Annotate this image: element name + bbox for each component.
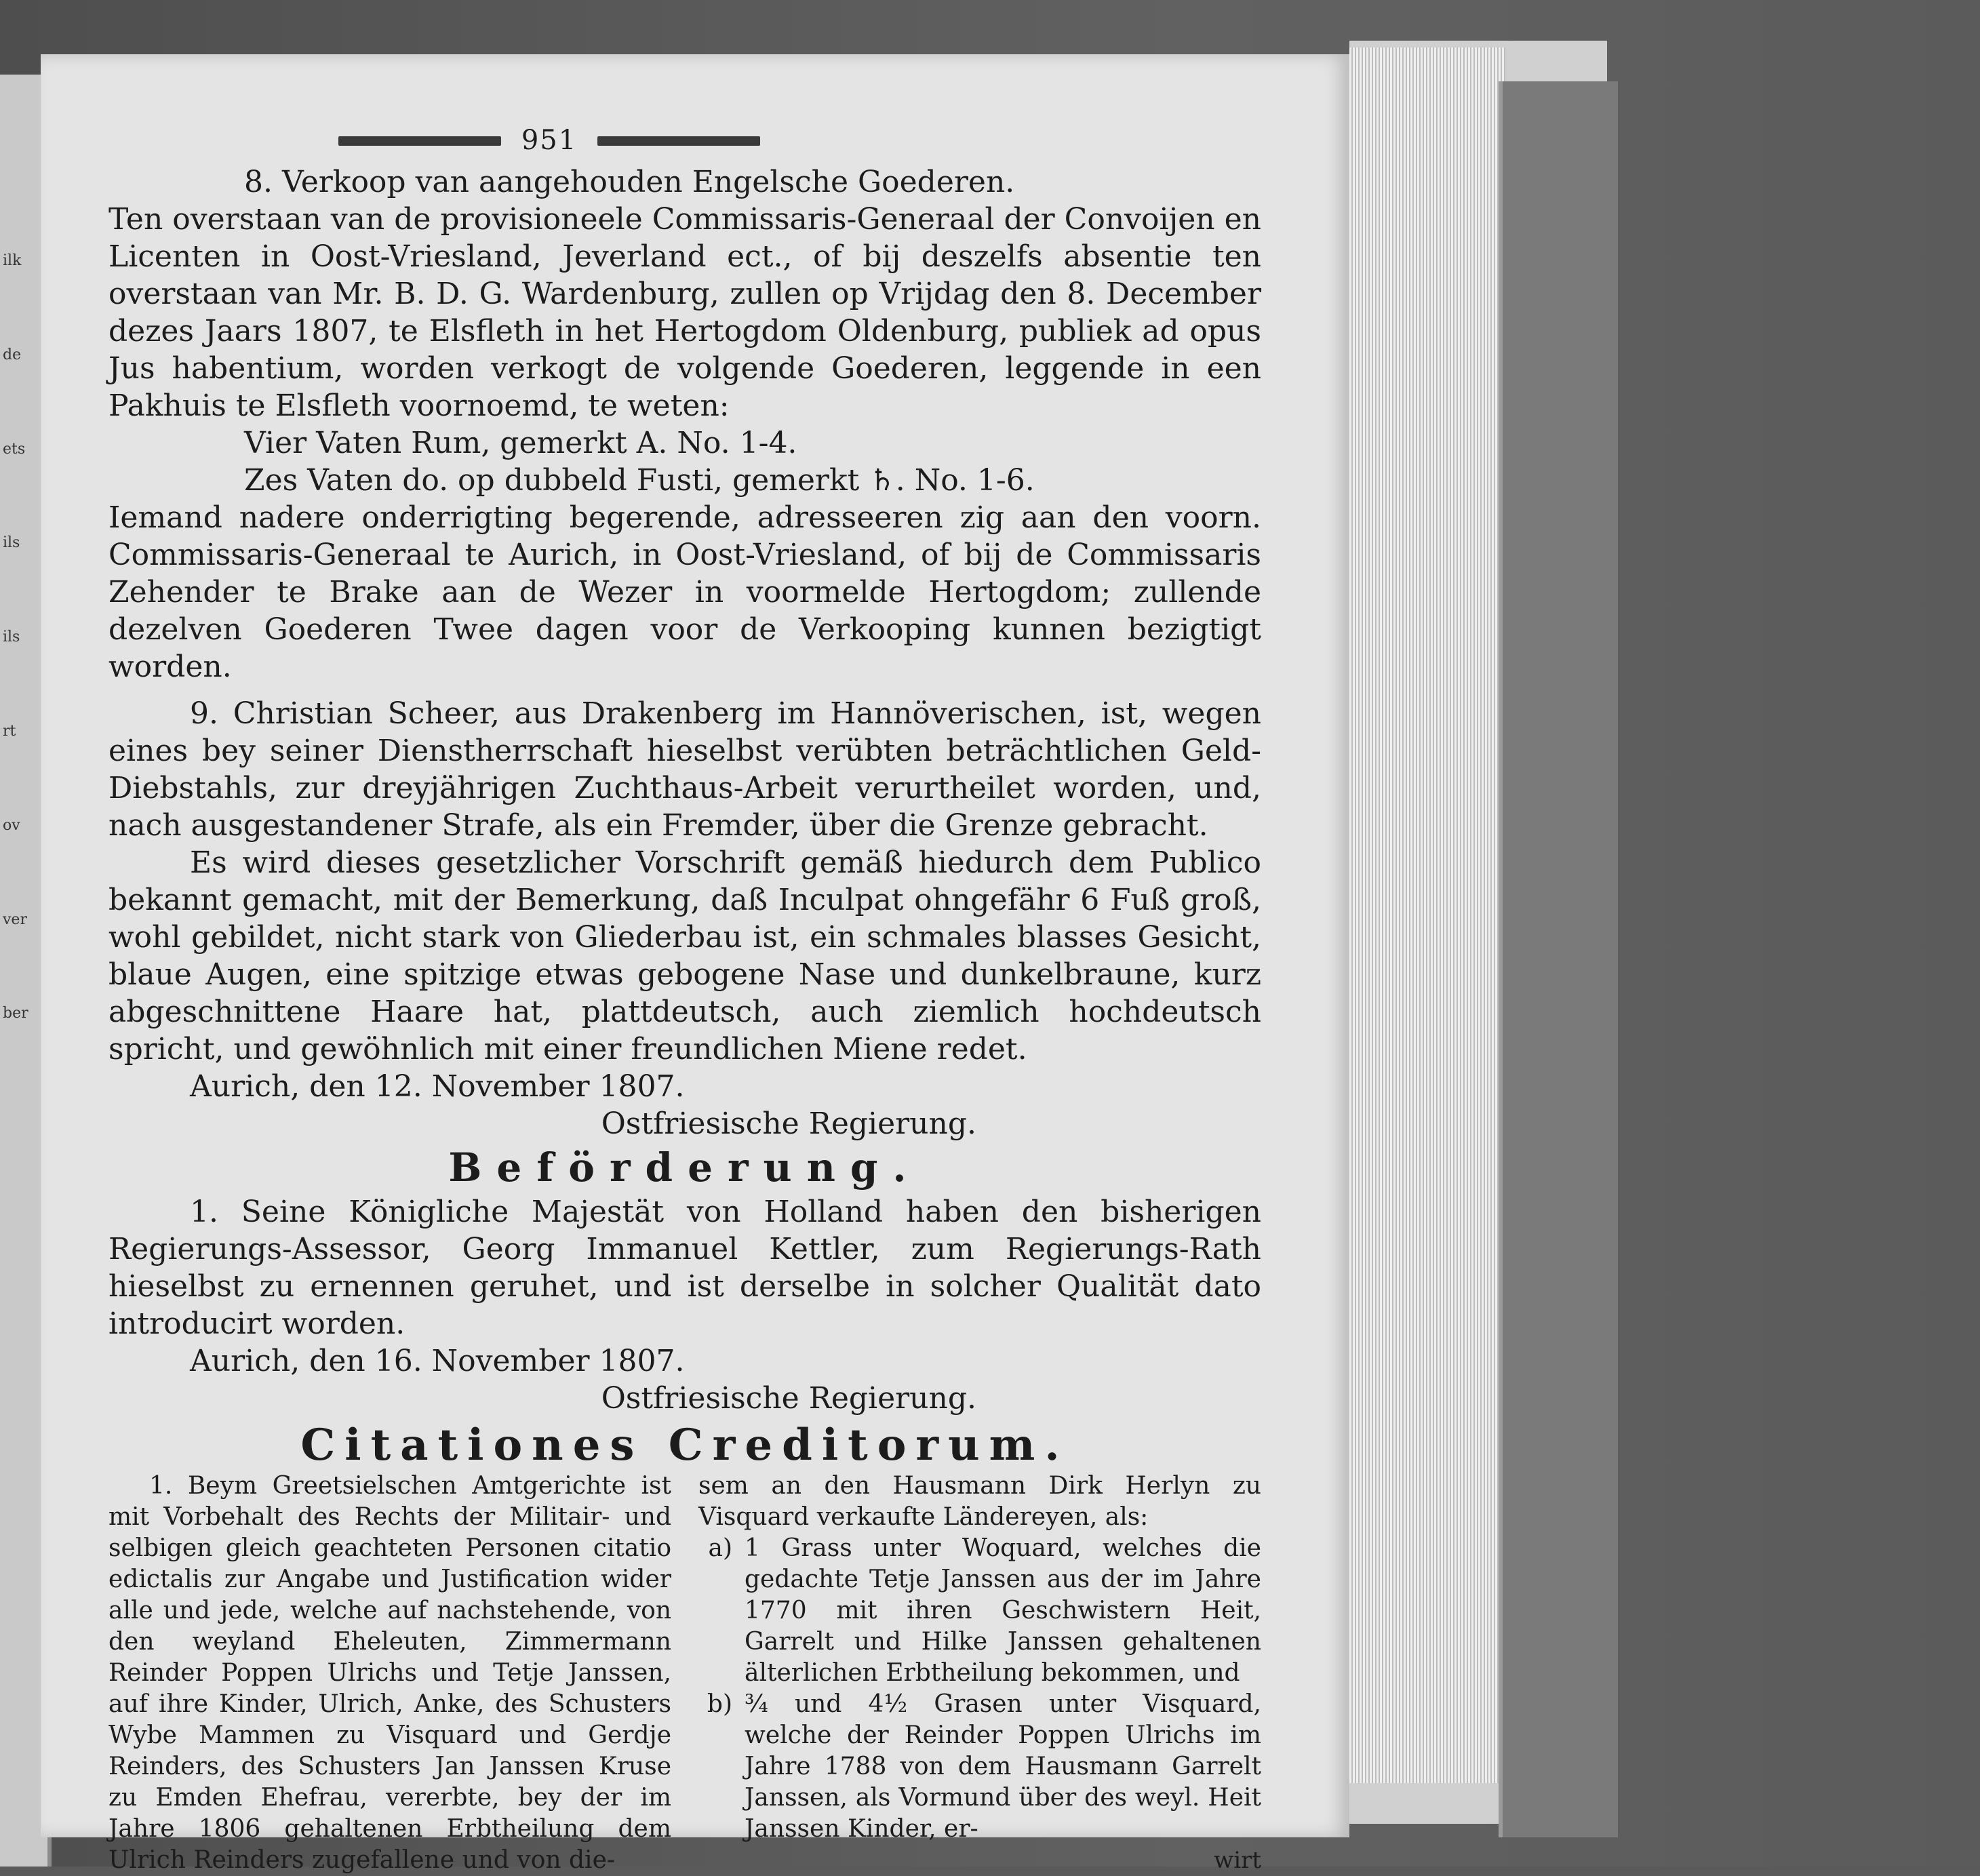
item-a-letter: a) [708, 1534, 732, 1562]
befoerderung-date: Aurich, den 16. November 1807. [190, 1344, 685, 1378]
befoerderung-para: 1. Seine Königliche Majestät von Holland haben den bisherigen Regierungs-Assessor, Georg Immanuel Kettler, zum Regierungs-Rath hieselbst zu ernennen geruhet, und ist derselbe in solcher Qualität dato introducirt worden. [108, 1195, 1261, 1341]
citationes-right-intro: sem an den Hausmann Dirk Herlyn zu Visquard verkaufte Ländereyen, als: [698, 1472, 1261, 1531]
header-ornament-right [597, 136, 760, 146]
book-cover [1499, 81, 1618, 1837]
citationes-item-a [698, 1533, 1261, 1689]
page-text [108, 122, 1261, 1876]
section-9-date: Aurich, den 12. November 1807. [190, 1069, 685, 1104]
citationes-item-b [698, 1689, 1261, 1845]
citationes-right-column [698, 1471, 1261, 1876]
page-header [244, 122, 854, 159]
citationes-left-text: 1. Beym Greetsielschen Amtgerichte ist mit Vorbehalt des Rechts der Militair- und selbigen gleich geachteten Personen citatio edictalis zur Angabe und Justification wider alle und jede, welche auf nachstehende, von den weyland Eheleuten, Zimmermann Reinder Poppen Ulrichs und Tetje Janssen, auf ihre Kinder, Ulrich, Anke, des Schusters Wybe Mammen zu Visquard und Gerdje Reinders, des Schusters Jan Janssen Kruse zu Emden Ehefrau, vererbte, bey der im Jahre 1806 gehaltenen Erbtheilung dem Ulrich Reinders zugefallene und von die- [108, 1472, 671, 1874]
section-9-para-1: 9. Christian Scheer, aus Drakenberg im Hannöverischen, ist, wegen eines bey seiner Dienstherrschaft hieselbst verübten beträchtlichen Geld-Diebstahls, zur dreyjährigen Zuchthaus-Arbeit verurtheilet worden, und, nach ausgestandener Strafe, als ein Fremder, über die Grenze gebracht. [108, 696, 1261, 843]
margin-fragment: ver [3, 911, 27, 928]
citationes-left-column [108, 1471, 671, 1876]
catchword: wirt [1214, 1847, 1261, 1874]
margin-fragment: ils [3, 628, 20, 646]
section-8-line-1: Vier Vaten Rum, gemerkt A. No. 1-4. [244, 426, 797, 460]
section-8-heading: 8. Verkoop van aangehouden Engelsche Goederen. [244, 165, 1015, 199]
item-b-text: ¾ und 4½ Grasen unter Visquard, welche der Reinder Poppen Ulrichs im Jahre 1788 von dem Hausmann Garrelt Janssen, als Vormund über des weyl. Heit Janssen Kinder, er- [745, 1690, 1261, 1843]
section-9-signature: Ostfriesische Regierung. [601, 1106, 976, 1141]
befoerderung-signature: Ostfriesische Regierung. [601, 1381, 976, 1416]
page-number: 951 [521, 125, 578, 156]
margin-fragment: ilk [3, 252, 22, 269]
citationes-columns [108, 1471, 1261, 1876]
header-ornament-left [338, 136, 501, 146]
right-page [41, 54, 1349, 1874]
page-edges [1349, 47, 1505, 1783]
margin-fragment: ber [3, 1005, 28, 1022]
margin-fragment: ov [3, 816, 20, 834]
item-b-letter: b) [707, 1690, 732, 1718]
margin-fragment: ils [3, 534, 20, 552]
befoerderung-title: Beförderung. [448, 1144, 922, 1191]
left-page-margin-fragments [3, 251, 41, 1098]
margin-fragment: de [3, 346, 22, 363]
section-8-intro: Ten overstaan van de provisioneele Commissaris-Generaal der Convoijen en Licenten in Oost-Vriesland, Jeverland ect., of bij deszelfs absentie ten overstaan van Mr. B. D. G. Wardenburg, zullen op Vrijdag den 8. December dezes Jaars 1807, te Elsfleth in het Hertogdom Oldenburg, publiek ad opus Jus habentium, worden verkogt de volgende Goederen, leggende in een Pakhuis te Elsfleth voornoemd, te weten: [108, 202, 1261, 423]
section-8-closing: Iemand nadere onderrigting begerende, adresseeren zig aan den voorn. Commissaris-Generaal te Aurich, in Oost-Vriesland, of bij de Commissaris Zehender te Brake aan de Wezer in voormelde Hertogdom; zullende dezelven Goederen Twee dagen voor de Verkooping kunnen bezigtigt worden. [108, 500, 1261, 684]
citationes-title: Citationes Creditorum. [300, 1420, 1069, 1471]
section-9-para-2: Es wird dieses gesetzlicher Vorschrift gemäß hiedurch dem Publico bekannt gemacht, mit der Bemerkung, daß Inculpat ohngefähr 6 Fuß groß, wohl gebildet, nicht stark von Gliederbau ist, ein schmales blasses Gesicht, blaue Augen, eine spitzige etwas gebogene Nase und dunkelbraune, kurz abgeschnittene Haare hat, plattdeutsch, auch ziemlich hochdeutsch spricht, und gewöhnlich mit einer freundlichen Miene redet. [108, 845, 1261, 1066]
item-a-text: 1 Grass unter Woquard, welches die gedachte Tetje Janssen aus der im Jahre 1770 mit ihren Geschwistern Heit, Garrelt und Hilke Janssen gehaltenen älterlichen Erbtheilung bekommen, und [745, 1534, 1261, 1687]
section-8-line-2: Zes Vaten do. op dubbeld Fusti, gemerkt ♄. No. 1-6. [244, 463, 1035, 498]
margin-fragment: ets [3, 440, 26, 458]
margin-fragment: rt [3, 722, 16, 740]
